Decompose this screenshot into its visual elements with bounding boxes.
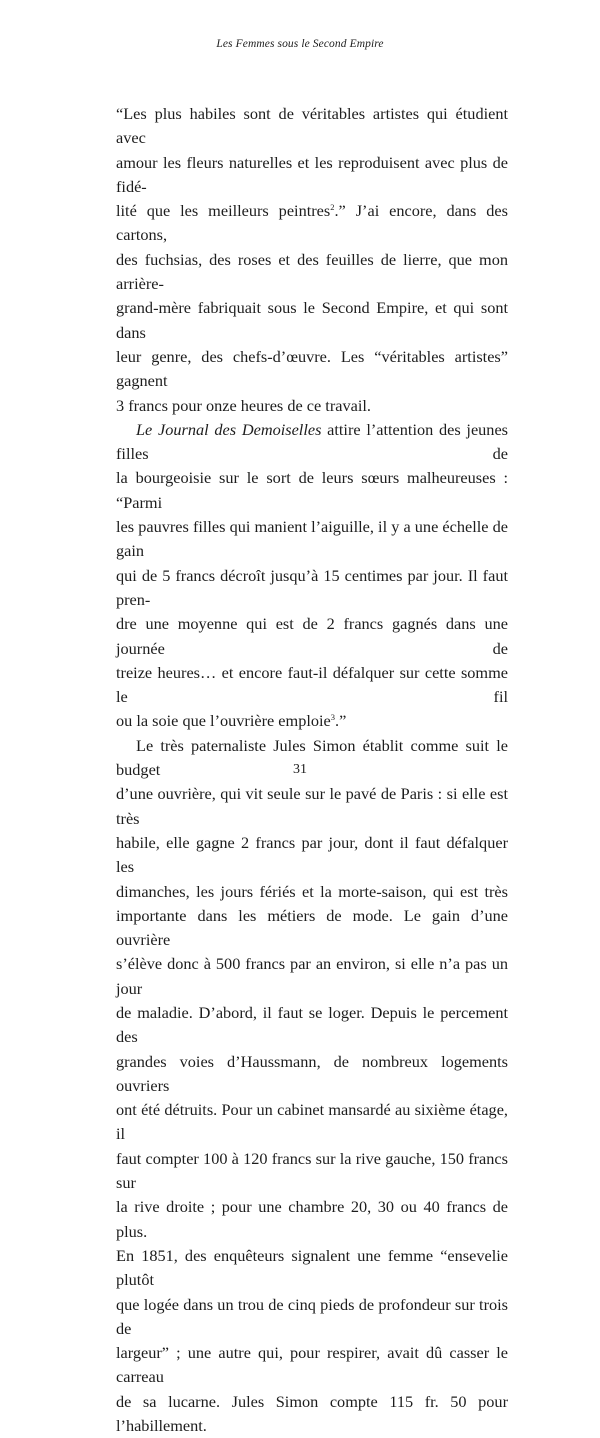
text-line: la bourgeoisie sur le sort de leurs sœurs malheureuses : “Parmi xyxy=(116,468,508,512)
text-line xyxy=(116,418,508,467)
text-line: largeur” ; une autre qui, pour respirer, avait dû casser le carreau xyxy=(116,1343,508,1387)
paragraph xyxy=(116,734,508,1438)
text-line: leur genre, des chefs-d’œuvre. Les “véritables artistes” gagnent xyxy=(116,346,508,391)
text-line: des fuchsias, des roses et des feuilles de lierre, que mon arrière- xyxy=(116,249,508,294)
text-line: que logée dans un trou de cinq pieds de profondeur sur trois de xyxy=(116,1294,508,1338)
text-line: dimanches, les jours fériés et la morte-saison, qui est très xyxy=(116,881,508,901)
footnote-ref-3: 3 xyxy=(330,712,335,723)
text-line: ont été détruits. Pour un cabinet mansardé au sixième étage, il xyxy=(116,1100,508,1144)
text-segment: .” J’ai encore, dans des cartons, xyxy=(116,201,508,245)
text-line: qui de 5 francs décroît jusqu’à 15 centimes par jour. Il faut pren- xyxy=(116,565,508,609)
text-line: importante dans les métiers de mode. Le gain d’une ouvrière xyxy=(116,905,508,950)
text-line: de maladie. D’abord, il faut se loger. Depuis le percement des xyxy=(116,1002,508,1047)
text-line: habile, elle gagne 2 francs par jour, dont il faut défalquer les xyxy=(116,832,508,877)
text-line: faut compter 100 à 120 francs sur la rive gauche, 150 francs sur xyxy=(116,1148,508,1193)
text-line: dre une moyenne qui est de 2 francs gagnés dans une journée de xyxy=(116,614,508,658)
text-segment: attire l’attention des jeunes filles de xyxy=(116,419,509,464)
text-line xyxy=(116,709,508,733)
text-line: “Les plus habiles sont de véritables artistes qui étudient avec xyxy=(116,104,508,148)
text-line: Le très paternaliste Jules Simon établit comme suit le budget xyxy=(116,735,508,780)
text-line xyxy=(116,199,508,248)
text-line: treize heures… et encore faut-il défalquer sur cette somme le fil xyxy=(116,662,508,707)
page-number: 31 xyxy=(293,762,307,777)
paragraph xyxy=(116,418,508,734)
text-line: la rive droite ; pour une chambre 20, 30 ou 40 francs de plus. xyxy=(116,1197,508,1241)
text-segment: ou la soie que l’ouvrière emploie xyxy=(116,711,331,731)
journal-title: Le Journal des Demoiselles xyxy=(136,419,322,439)
text-line: d’une ouvrière, qui vit seule sur le pavé de Paris : si elle est très xyxy=(116,784,508,828)
text-line: s’élève donc à 500 francs par an environ, si elle n’a pas un jour xyxy=(116,954,508,998)
text-line: grand-mère fabriquait sous le Second Empire, et qui sont dans xyxy=(116,298,508,342)
footnote-ref-2: 2 xyxy=(330,202,335,213)
text-line: les pauvres filles qui manient l’aiguille, il y a une échelle de gain xyxy=(116,517,508,561)
text-line: 3 francs pour onze heures de ce travail. xyxy=(116,395,371,415)
text-line: de sa lucarne. Jules Simon compte 115 fr. 50 pour l’habillement. xyxy=(116,1391,508,1436)
text-line: grandes voies d’Haussmann, de nombreux logements ouvriers xyxy=(116,1051,508,1095)
text-line: amour les fleurs naturelles et les reproduisent avec plus de fidé- xyxy=(116,152,508,196)
text-segment: .” xyxy=(335,711,347,731)
text-segment: lité que les meilleurs peintres xyxy=(116,201,331,221)
paragraph xyxy=(116,102,508,418)
running-head: Les Femmes sous le Second Empire xyxy=(216,38,384,50)
text-line: En 1851, des enquêteurs signalent une femme “ensevelie plutôt xyxy=(116,1245,508,1290)
